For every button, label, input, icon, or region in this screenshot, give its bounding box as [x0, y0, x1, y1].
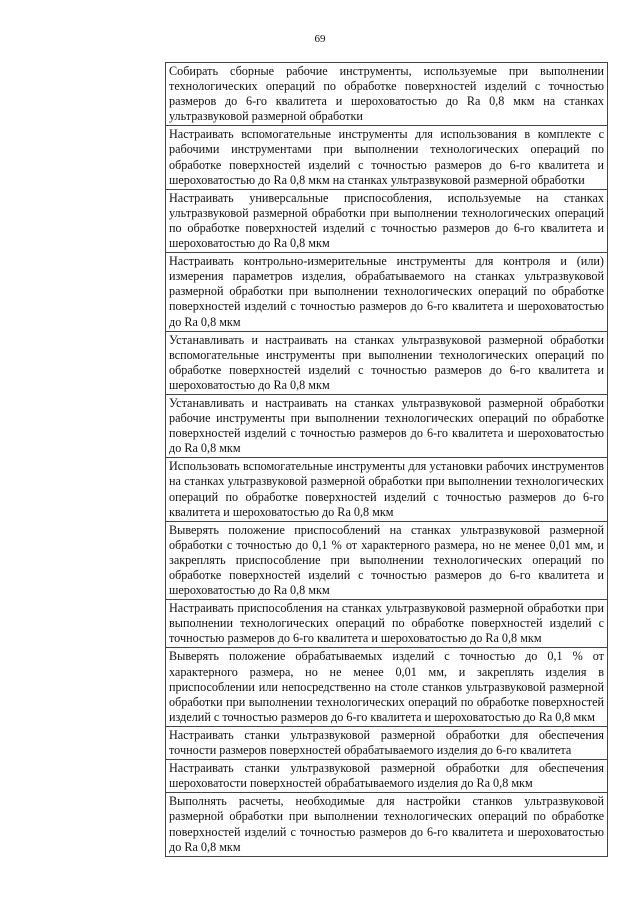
- table-row: Настраивать станки ультразвуковой размерной обработки для обеспечения точности размеров поверхностей обрабатываемого изделия до 6-го квалитета: [166, 726, 607, 759]
- table-row: Настраивать вспомогательные инструменты для использования в комплекте с рабочими инструментами при выполнении технологических операций по обработке поверхностей изделий с точностью размеров до 6-го квалитета и шероховатостью до Ra 0,8 мкм на станках ультразвуковой размерной обработки: [166, 125, 607, 188]
- table-row: Настраивать контрольно-измерительные инструменты для контроля и (или) измерения параметров изделия, обрабатываемого на станках ультразвуковой размерной обработки при выполнении технологических операций по обработке поверхностей изделий с точностью размеров до 6-го квалитета и шероховатостью до Ra 0,8 мкм: [166, 252, 607, 330]
- table-row: Устанавливать и настраивать на станках ультразвуковой размерной обработки рабочие инструменты при выполнении технологических операций по обработке поверхностей изделий с точностью размеров до 6-го квалитета и шероховатостью до Ra 0,8 мкм: [166, 394, 607, 457]
- page-number: 69: [314, 33, 326, 45]
- table-row: Выверять положение приспособлений на станках ультразвуковой размерной обработки с точностью до 0,1 % от характерного размера, но не менее 0,01 мм, и закреплять приспособление при выполнении технологических операций по обработке поверхностей изделий с точностью размеров до 6-го квалитета и шероховатостью до Ra 0,8 мкм: [166, 521, 607, 599]
- table-row: Использовать вспомогательные инструменты для установки рабочих инструментов на станках ультразвуковой размерной обработки при выполнении технологических операций по обработке поверхностей изделий с точностью размеров до 6-го квалитета и шероховатостью до Ra 0,8 мкм: [166, 457, 607, 520]
- table-row: Настраивать универсальные приспособления, используемые на станках ультразвуковой размерной обработки при выполнении технологических операций по обработке поверхностей изделий с точностью размеров до 6-го квалитета и шероховатостью до Ra 0,8 мкм: [166, 189, 607, 252]
- table-row: Настраивать приспособления на станках ультразвуковой размерной обработки при выполнении технологических операций по обработке поверхностей изделий с точностью размеров до 6-го квалитета и шероховатостью до Ra 0,8 мкм: [166, 599, 607, 647]
- table-row: Выполнять расчеты, необходимые для настройки станков ультразвуковой размерной обработки при выполнении технологических операций по обработке поверхностей изделий с точностью размеров до 6-го квалитета и шероховатостью до Ra 0,8 мкм: [166, 792, 607, 856]
- table-row: Собирать сборные рабочие инструменты, используемые при выполнении технологических операций по обработке поверхностей изделий с точностью размеров до 6-го квалитета и шероховатостью до Ra 0,8 мкм на станках ультразвуковой размерной обработки: [166, 62, 607, 125]
- table-row: Устанавливать и настраивать на станках ультразвуковой размерной обработки вспомогательные инструменты при выполнении технологических операций по обработке поверхностей изделий с точностью размеров до 6-го квалитета и шероховатостью до Ra 0,8 мкм: [166, 331, 607, 394]
- requirements-table: [165, 62, 608, 857]
- table-row: Настраивать станки ультразвуковой размерной обработки для обеспечения шероховатости поверхностей обрабатываемого изделия до Ra 0,8 мкм: [166, 759, 607, 792]
- table-row: Выверять положение обрабатываемых изделий с точностью до 0,1 % от характерного размера, но не менее 0,01 мм, и закреплять изделия в приспособлении или непосредственно на столе станков ультразвуковой размерной обработки при выполнении технологических операций по обработке поверхностей изделий с точностью размеров до 6-го квалитета и шероховатостью до Ra 0,8 мкм: [166, 647, 607, 725]
